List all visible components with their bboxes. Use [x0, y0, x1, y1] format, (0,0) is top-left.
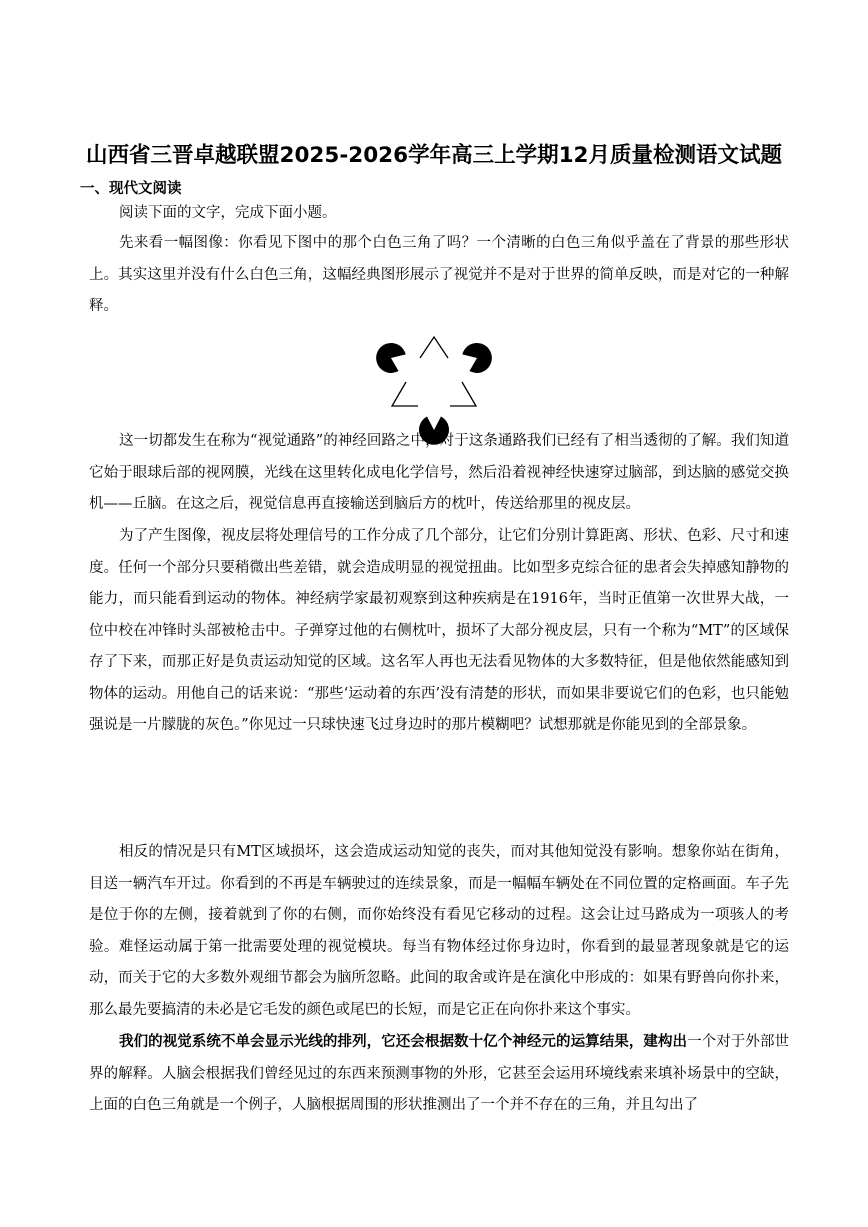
instruction-text: 阅读下面的文字，完成下面小题。 [119, 205, 337, 221]
triangle-fragment-right [450, 382, 476, 406]
pacman-top-right [462, 343, 492, 373]
triangle-fragment-left [392, 382, 418, 406]
paragraph-4: 相反的情况是只有MT区域损坏，这会造成运动知觉的丧失，而对其他知觉没有影响。想象你站在街角，目送一辆汽车开过。你看到的不再是车辆驶过的连续景象，而是一幅幅车辆处在不同位置的定格画面。车子先是位于你的左侧，接着就到了你的右侧，而你始终没有看见它移动的过程。这会让过马路成为一项骇人的考验。难怪运动属于第一批需要处理的视觉模块。每当有物体经过你身边时，你看到的最显著现象就是它的运动，而关于它的大多数外观细节都会为脑所忽略。此间的取舍或许是在演化中形成的：如果有野兽向你扑来，那么最先要搞清的未必是它毛发的颜色或尾巴的长短，而是它正在向你扑来这个事实。 [89, 844, 789, 1018]
paragraph-5-rest: 一个对于外部世界的解释。人脑会根据我们曾经见过的东西来预测事物的外形，它甚至会运用环境线索来填补场景中的空缺，上面的白色三角就是一个例子，人脑根据周围的形状推测出了一个并不存在的三角，并且勾出了 [89, 1034, 790, 1113]
triangle-fragment-top [420, 337, 448, 358]
paragraph-3: 为了产生图像，视皮层将处理信号的工作分成了几个部分，让它们分别计算距离、形状、色彩、尺寸和速度。任何一个部分只要稍微出些差错，就会造成明显的视觉扭曲。比如型多克综合征的患者会失掉感知静物的能力，而只能看到运动的物体。神经病学家最初观察到这种疾病是在1916年，当时正值第一次世界大战，一位中校在冲锋时头部被枪击中。子弹穿过他的右侧枕叶，损坏了大部分视皮层，只有一个称为“MT”的区域保存了下来，而那正好是负责运动知觉的区域。这名军人再也无法看见物体的大多数特征，但是他依然能感知到物体的运动。用他自己的话来说：“那些‘运动着的东西’没有清楚的形状，而如果非要说它们的色彩，也只能勉强说是一片朦胧的灰色。”你见过一只球快速飞过身边时的那片模糊吧？试想那就是你能见到的全部景象。 [89, 528, 789, 733]
paragraph-5 [89, 1026, 789, 1122]
pacman-top-left [376, 343, 406, 373]
page-title: 山西省三晋卓越联盟2025-2026学年高三上学期12月质量检测语文试题 [85, 143, 783, 168]
section-heading: 一、现代文阅读 [80, 181, 182, 197]
paragraph-5-bold: 我们的视觉系统不单会显示光线的排列，它还会根据数十亿个神经元的运算结果，建构出 [119, 1033, 688, 1050]
paragraph-2: 这一切都发生在称为“视觉通路”的神经回路之中，对于这条通路我们已经有了相当透彻的了解。我们知道它始于眼球后部的视网膜，光线在这里转化成电化学信号，然后沿着视神经快速穿过脑部，到达脑的感觉交换机——丘脑。在这之后，视觉信息再直接输送到脑后方的枕叶，传送给那里的视皮层。 [89, 433, 789, 512]
paragraph-1: 先来看一幅图像：你看见下图中的那个白色三角了吗？一个清晰的白色三角似乎盖在了背景的那些形状上。其实这里并没有什么白色三角，这幅经典图形展示了视觉并不是对于世界的简单反映，而是对它的一种解释。 [89, 235, 789, 314]
